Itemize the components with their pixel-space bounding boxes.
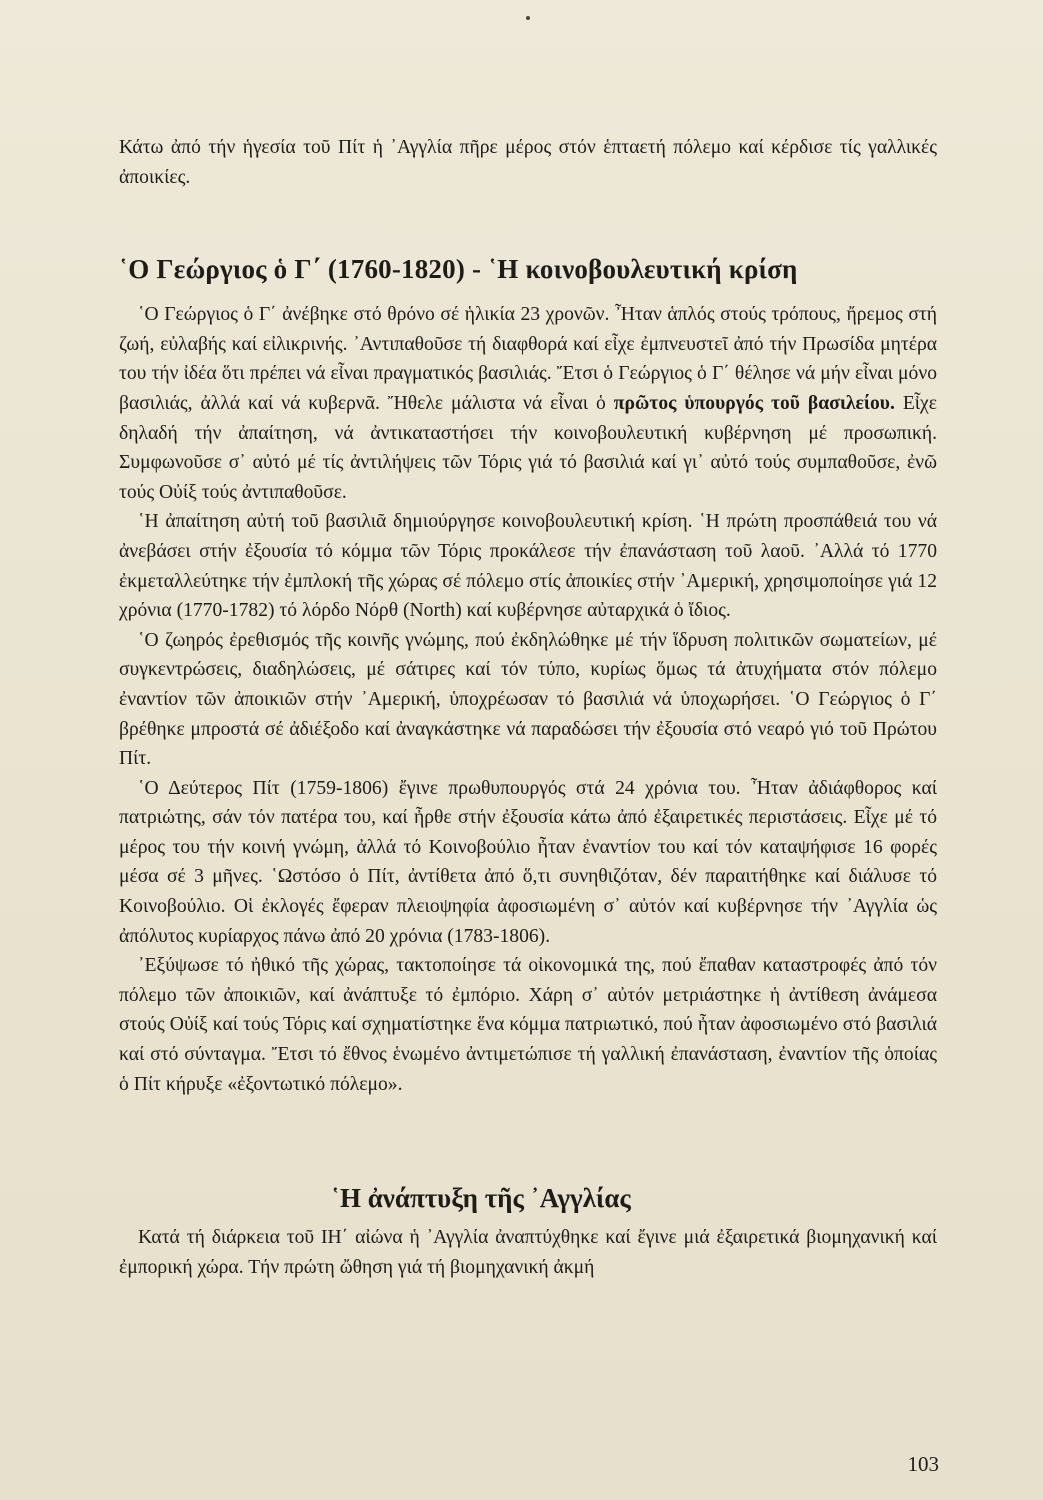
intro-paragraph: Κάτω ἀπό τήν ἡγεσία τοῦ Πίτ ἡ ᾿Αγγλία πῆρε μέρος στόν ἑπταετή πόλεμο καί κέρδισε τίς γαλλικές ἀποικίες. (119, 137, 937, 188)
paragraph-pitt-achievements: ᾿Εξύψωσε τό ἠθικό τῆς χώρας, τακτοποίησε τά οἰκονομικά της, πού ἔπαθαν καταστροφές ἀπό τόν πόλεμο τῶν ἀποικιῶν, καί ἀνάπτυξε τό ἐμπόριο. Χάρη σ᾿ αὐτόν μετριάστηκε ἡ ἀντίθεση ἀνάμεσα στούς Οὐίξ καί τούς Τόρις καί σχηματίστηκε ἕνα κόμμα πατριωτικό, πού ἦταν ἀφοσιωμένο στό βασιλιά καί στό σύνταγμα. Ἔτσι τό ἔθνος ἑνωμένο ἀντιμετώπισε τή γαλλική ἐπανάσταση, ἐναντίον τῆς ὁποίας ὁ Πίτ κήρυξε «ἐξοντωτικό πόλεμο». (119, 955, 937, 1095)
paragraph-public-opinion: ῾Ο ζωηρός ἐρεθισμός τῆς κοινῆς γνώμης, πού ἐκδηλώθηκε μέ τήν ἵδρυση πολιτικῶν σωματείων, μέ συγκεντρώσεις, διαδηλώσεις, μέ σάτιρες καί τόν τύπο, κυρίως ὅμως τά ἀτυχήματα στόν πόλεμο ἐναντίον τῶν ἀποικιῶν στήν ᾿Αμερική, ὑποχρέωσαν τό βασιλιά νά ὑποχωρήσει. ῾Ο Γεώργιος ὁ Γ΄ βρέθηκε μπροστά σέ ἀδιέξοδο καί ἀναγκάστηκε νά παραδώσει τήν ἐξουσία στό νεαρό γιό τοῦ Πρώτου Πίτ. (119, 629, 937, 770)
page-number: 103 (907, 1452, 939, 1476)
paragraph-development: Κατά τή διάρκεια τοῦ ΙΗ΄ αἰώνα ἡ ᾿Αγγλία ἀναπτύχθηκε καί ἔγινε μιά ἐξαιρετικά βιομηχανική καί ἐμπορική χώρα. Τήν πρώτη ὤθηση γιά τή βιομηχανική ἀκμή (119, 1227, 937, 1278)
section-heading-development: ῾Η ἀνάπτυξη τῆς ᾿Αγγλίας (331, 1183, 631, 1214)
section-heading-george-iii: ῾Ο Γεώργιος ὁ Γ΄ (1760-1820) - ῾Η κοινοβουλευτική κρίση (119, 254, 798, 285)
paragraph-text-continued: Εἶχε δηλαδή τήν ἀπαίτηση, νά ἀντικαταστήσει τήν κοινοβουλευτική κυβέρνηση μέ προσωπική. Συμφωνοῦσε σ᾿ αὐτό μέ τίς ἀντιλήψεις τῶν Τόρις γιά τό βασιλιά καί γι᾿ αὐτό τούς συμπαθοῦσε, ἐνῶ τούς Οὐίξ τούς ἀντιπαθοῦσε. (119, 392, 937, 503)
paragraph-pitt-the-younger: ῾Ο Δεύτερος Πίτ (1759-1806) ἔγινε πρωθυπουργός στά 24 χρόνια του. Ἦταν ἀδιάφθορος καί πατριώτης, σάν τόν πατέρα του, καί ἦρθε στήν ἐξουσία κάτω ἀπό ἐξαιρετικές περιστάσεις. Εἶχε μέ τό μέρος του τήν κοινή γνώμη, ἀλλά τό Κοινοβούλιο ἦταν ἐναντίον του καί τόν καταψήφισε 16 φορές μέσα σέ 3 μῆνες. ῾Ωστόσο ὁ Πίτ, ἀντίθετα ἀπό ὅ,τι συνηθιζόταν, δέν παραιτήθηκε καί διάλυσε τό Κοινοβούλιο. Οἱ ἐκλογές ἔφεραν πλειοψηφία ἀφοσιωμένη σ᾿ αὐτόν καί κυβέρνησε τήν ᾿Αγγλία ὡς ἀπόλυτος κυρίαρχος πάνω ἀπό 20 χρόνια (1783-1806). (119, 777, 937, 947)
paragraph-parliamentary-crisis: ῾Η ἀπαίτηση αὐτή τοῦ βασιλιᾶ δημιούργησε κοινοβουλευτική κρίση. ῾Η πρώτη προσπάθειά του νά ἀνεβάσει στήν ἐξουσία τό κόμμα τῶν Τόρις προκάλεσε τήν ἐπανάσταση τοῦ λαοῦ. ᾿Αλλά τό 1770 ἐκμεταλλεύτηκε τήν ἐμπλοκή τῆς χώρας σέ πόλεμο στίς ἀποικίες στήν ᾿Αμερική, χρησιμοποίησε γιά 12 χρόνια (1770-1782) τό λόρδο Νόρθ (North) καί κυβέρνησε αὐταρχικά ὁ ἴδιος. (119, 511, 937, 622)
ink-speck (526, 16, 530, 20)
paragraph-text: ῾Ο Γεώργιος ὁ Γ΄ ἀνέβηκε στό θρόνο σέ ἡλικία 23 χρονῶν. Ἦταν ἁπλός στούς τρόπους, ἤρεμος στή ζωή, εὐλαβής καί εἰλικρινής. ᾿Αντιπαθοῦσε τή διαφθορά καί εἶχε ἐμπνευστεῖ ἀπό τήν Πρωσίδα μητέρα του τήν ἰδέα ὅτι πρέπει νά εἶναι πραγματικός βασιλιάς. Ἔτσι ὁ Γεώργιος ὁ Γ΄ θέλησε νά μήν εἶναι μόνο βασιλιάς, ἀλλά καί νά κυβερνᾶ. Ἤθελε μάλιστα νά εἶναι ὁ (119, 304, 937, 414)
page-content (119, 133, 937, 1282)
paragraph-george-iii-character (119, 300, 937, 507)
bold-phrase: πρῶτος ὑπουργός τοῦ βασιλείου. (613, 392, 895, 414)
